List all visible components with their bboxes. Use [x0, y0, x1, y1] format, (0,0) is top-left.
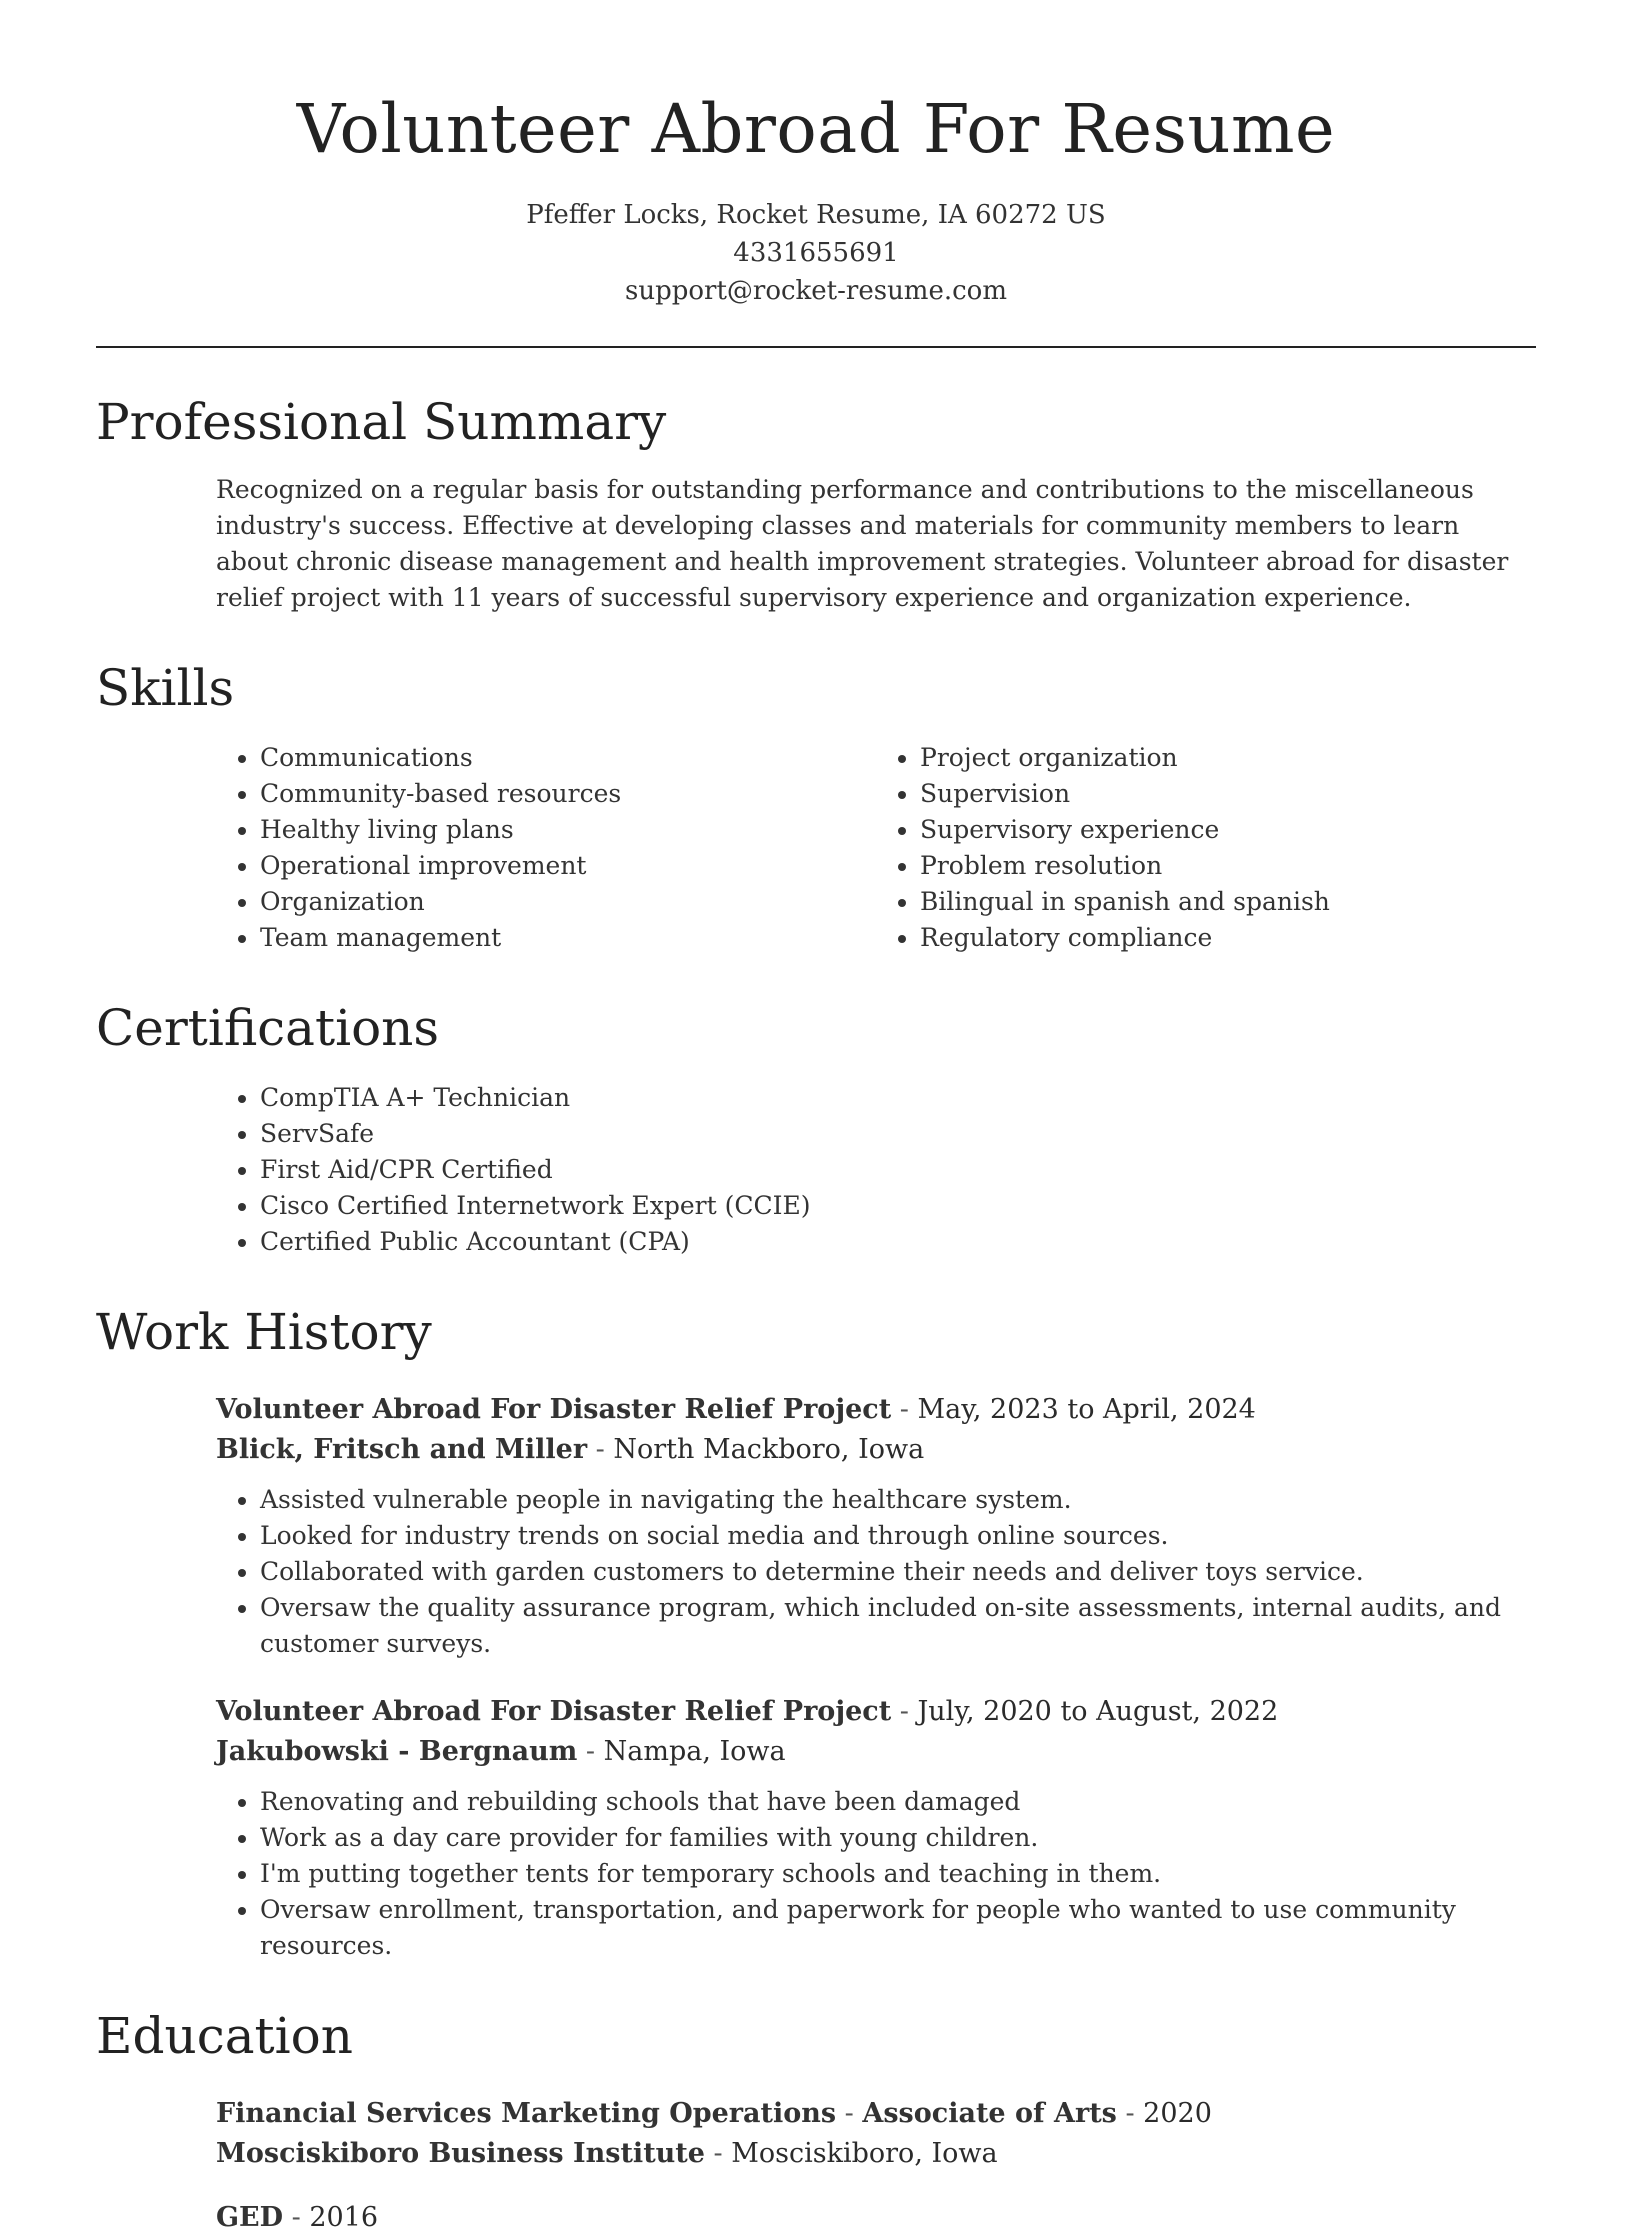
certification-item: • CompTIA A+ Technician — [260, 1080, 1536, 1116]
education-year: 2016 — [309, 2202, 379, 2233]
skill-item: • Healthy living plans — [260, 812, 876, 848]
skill-item: • Supervision — [920, 776, 1536, 812]
summary-heading: Professional Summary — [96, 393, 667, 451]
education-location: Mosciskiboro, Iowa — [731, 2138, 998, 2169]
separator: - — [704, 2138, 732, 2169]
work-history-section — [96, 1300, 1536, 1964]
job-company-line — [216, 1732, 1536, 1772]
job-bullet: • Assisted vulnerable people in navigating the healthcare system. — [260, 1482, 1536, 1518]
certifications-heading: Certifications — [96, 999, 440, 1057]
separator: - — [1116, 2098, 1144, 2129]
skill-item: • Regulatory compliance — [920, 920, 1536, 956]
job-bullet: • Renovating and rebuilding schools that have been damaged — [260, 1784, 1536, 1820]
separator: - — [283, 2202, 310, 2233]
skill-item: • Team management — [260, 920, 876, 956]
candidate-name: Volunteer Abroad For Resume — [296, 90, 1336, 168]
job-location: North Mackboro, Iowa — [613, 1434, 925, 1465]
work-history-heading: Work History — [96, 1303, 432, 1361]
contact-block — [96, 196, 1536, 310]
education-school-line — [216, 2134, 1536, 2174]
skills-list-left — [216, 740, 876, 956]
job-bullet: • Oversaw enrollment, transportation, and paperwork for people who wanted to use community resources. — [260, 1892, 1536, 1964]
certifications-section — [96, 996, 1536, 1260]
header-divider — [96, 346, 1536, 348]
skill-item: • Community-based resources — [260, 776, 876, 812]
job-bullet: • Collaborated with garden customers to determine their needs and deliver toys service. — [260, 1554, 1536, 1590]
skill-item: • Communications — [260, 740, 876, 776]
education-section — [96, 2004, 1536, 2238]
education-year: 2020 — [1143, 2098, 1212, 2129]
job-dates: July, 2020 to August, 2022 — [917, 1696, 1279, 1727]
separator: - — [587, 1434, 614, 1465]
skill-item: • Project organization — [920, 740, 1536, 776]
summary-text: Recognized on a regular basis for outstanding performance and contributions to the miscellaneous industry's success. Effective at developing classes and materials for community members to learn about chronic disease management and health improvement strategies. Volunteer abroad for disaster relief project with 11 years of successful supervisory experience and organization experience. — [216, 475, 1509, 612]
skill-item: • Supervisory experience — [920, 812, 1536, 848]
job-location: Nampa, Iowa — [603, 1736, 786, 1767]
certification-item: • ServSafe — [260, 1116, 1536, 1152]
job-title-line — [216, 1390, 1536, 1430]
skills-columns — [96, 740, 1536, 956]
job-company-line — [216, 1430, 1536, 1470]
separator: - — [891, 1394, 918, 1425]
certifications-list — [96, 1080, 1536, 1260]
phone: 4331655691 — [733, 238, 899, 268]
separator: - — [577, 1736, 604, 1767]
certification-item: • Certified Public Accountant (CPA) — [260, 1224, 1536, 1260]
job-bullet: • I'm putting together tents for temporary schools and teaching in them. — [260, 1856, 1536, 1892]
education-entry — [96, 2094, 1536, 2174]
job-bullets — [216, 1784, 1536, 1964]
certification-item: • First Aid/CPR Certified — [260, 1152, 1536, 1188]
skill-item: • Organization — [260, 884, 876, 920]
education-field: Financial Services Marketing Operations — [216, 2098, 837, 2129]
job-bullet: • Oversaw the quality assurance program, which included on-site assessments, internal audits, and customer surveys. — [260, 1590, 1536, 1662]
separator: - — [891, 1696, 918, 1727]
job-dates: May, 2023 to April, 2024 — [917, 1394, 1256, 1425]
job-company: Blick, Fritsch and Miller — [216, 1434, 588, 1465]
education-entry — [96, 2198, 1536, 2238]
skill-item: • Bilingual in spanish and spanish — [920, 884, 1536, 920]
education-school: Mosciskiboro Business Institute — [216, 2138, 705, 2169]
skills-list-right — [876, 740, 1536, 956]
education-degree: GED — [216, 2202, 284, 2233]
job-bullet: • Work as a day care provider for families with young children. — [260, 1820, 1536, 1856]
education-degree-line — [216, 2094, 1536, 2134]
resume-header — [96, 0, 1536, 310]
address: Pfeffer Locks, Rocket Resume, IA 60272 US — [526, 200, 1106, 230]
skills-section — [96, 656, 1536, 956]
education-degree-line — [216, 2198, 1536, 2238]
job-entry — [96, 1692, 1536, 1964]
job-company: Jakubowski - Bergnaum — [216, 1736, 578, 1767]
separator: - — [836, 2098, 863, 2129]
job-bullets — [216, 1482, 1536, 1662]
education-degree: Associate of Arts — [862, 2098, 1117, 2129]
job-entry — [96, 1390, 1536, 1662]
job-title-line — [216, 1692, 1536, 1732]
education-heading: Education — [96, 2007, 353, 2065]
skill-item: • Operational improvement — [260, 848, 876, 884]
summary-section — [96, 390, 1536, 616]
skills-heading: Skills — [96, 659, 235, 717]
job-title: Volunteer Abroad For Disaster Relief Project — [216, 1394, 892, 1425]
job-bullet: • Looked for industry trends on social media and through online sources. — [260, 1518, 1536, 1554]
certification-item: • Cisco Certified Internetwork Expert (CCIE) — [260, 1188, 1536, 1224]
skill-item: • Problem resolution — [920, 848, 1536, 884]
job-title: Volunteer Abroad For Disaster Relief Project — [216, 1696, 892, 1727]
email: support@rocket-resume.com — [624, 276, 1007, 306]
